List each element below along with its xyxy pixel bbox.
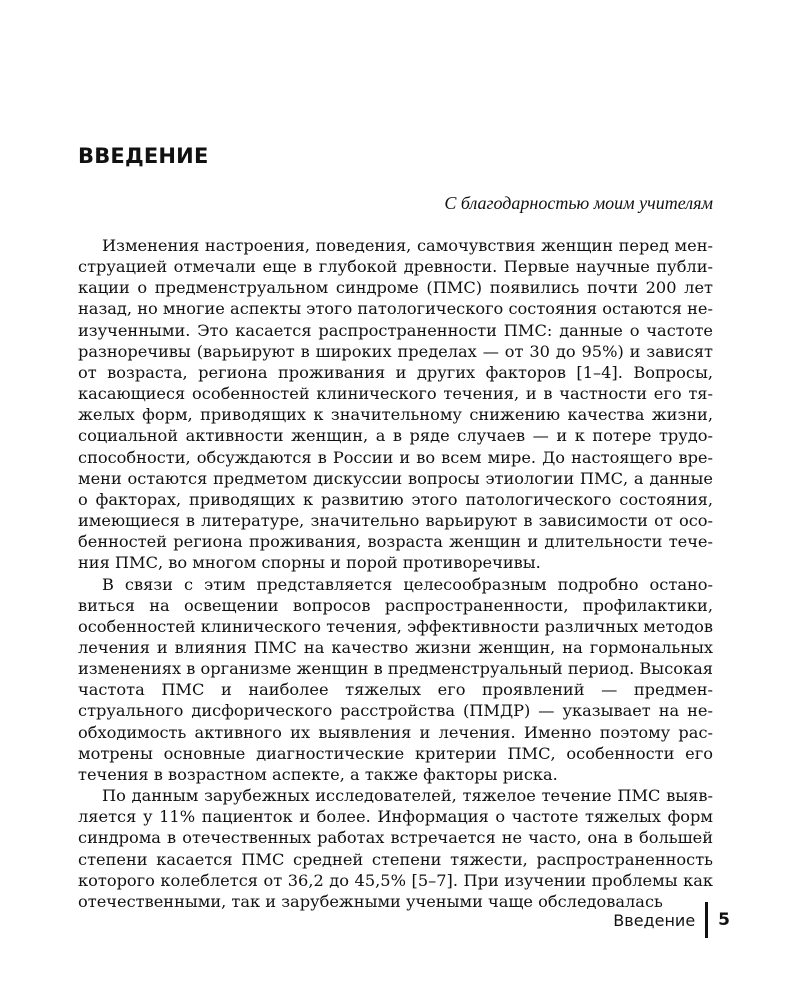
paragraph-3: По данным зарубежных исследователей, тяжелое течение ПМС выявляется у 11% пациенток и более. Информация о частоте тяжелых форм синдрома в отечественных работах встречается не часто, она в большей степени касается ПМС средней степени тяжести, распространенность которого колеблется от 36,2 до 45,5% [5–7]. При изучении проблемы как отечественными, так и зарубежными учеными чаще обследовалась bbox=[78, 786, 713, 911]
running-footer-section: Введение bbox=[613, 910, 696, 930]
chapter-heading: ВВЕДЕНИЕ bbox=[78, 144, 209, 169]
paragraph-1: Изменения настроения, поведения, самочувствия женщин перед менструацией отмечали еще в глубокой древности. Первые научные публикации о предменструальном синдроме (ПМС) появились почти 200 лет назад, но многие аспекты этого патологического состояния остаются неизученными. Это касается распространенности ПМС: данные о частоте разноречивы (варьируют в широких пределах — от 30 до 95%) и зависят от возраста, региона проживания и других факторов [1–4]. Вопросы, касающиеся особенностей клинического течения, и в частности его тяжелых форм, приводящих к значительному снижению качества жизни, социальной активности женщин, а в ряде случаев — и к потере трудоспособности, обсуждаются в России и во всем мире. До настоящего времени остаются предметом дискуссии вопросы этиологии ПМС, а данные о факторах, приводящих к развитию этого патологического состояния, имеющиеся в литературе, значительно варьируют в зависимости от особенностей региона проживания, возраста женщин и длительности течения ПМС, во многом спорны и порой противоречивы. bbox=[78, 236, 713, 573]
paragraph-2: В связи с этим представляется целесообразным подробно остановиться на освещении вопросов распространенности, профилактики, особенностей клинического течения, эффективности различных методов лечения и влияния ПМС на качество жизни женщин, на гормональных изменениях в организме женщин в предменструальный период. Высокая частота ПМС и наиболее тяжелых его проявлений — предменструального дисфорического расстройства (ПМДР) — указывает на необходимость активного их выявления и лечения. Именно поэтому расмотрены основные диагностические критерии ПМС, особенности его течения в возрастном аспекте, а также факторы риска. bbox=[78, 574, 713, 784]
body-text bbox=[78, 235, 713, 912]
page-number: 5 bbox=[718, 910, 730, 930]
epigraph: С благодарностью моим учителям bbox=[444, 193, 713, 213]
page-footer bbox=[613, 902, 730, 938]
